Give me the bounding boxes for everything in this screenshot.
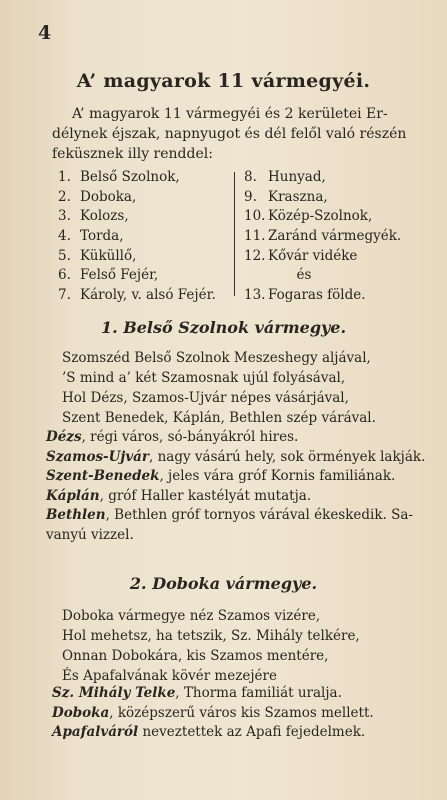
place-name: Sz. Mihály Telke (52, 685, 176, 701)
list-item (244, 286, 424, 306)
place-name: Káplán (46, 487, 100, 504)
place-entries (46, 428, 426, 545)
place-description: , Bethlen gróf tornyos várával ékeskedik. Sa-vanyú vizzel. (46, 507, 413, 543)
list-number: 7. (58, 287, 71, 304)
list-item (58, 168, 230, 188)
list-number: 5. (58, 247, 71, 264)
column-divider (234, 172, 235, 296)
place-description: , nagy vásárú hely, sok örmények lakják. (149, 448, 426, 465)
poem-stanza (62, 606, 422, 686)
place-entry (46, 487, 426, 507)
list-name: Közép-Szolnok, (268, 208, 373, 225)
place-entries (52, 684, 432, 743)
list-item (244, 266, 424, 286)
list-name: Küküllő, (80, 247, 137, 264)
list-number: 9. (244, 188, 257, 205)
page-title: A’ magyarok 11 vármegyéi. (76, 70, 371, 92)
place-entry (52, 723, 432, 743)
list-item (244, 247, 424, 267)
place-entry (52, 704, 432, 724)
place-name: Dézs (46, 429, 82, 445)
list-item (244, 207, 424, 227)
poem-line: Szent Benedek, Káplán, Bethlen szép várával. (62, 410, 376, 426)
poem-line: Onnan Dobokára, kis Szamos mentére, (62, 648, 329, 664)
poem-stanza (62, 348, 422, 428)
poem-line: És Apafalvának kövér mezejére (62, 668, 277, 684)
list-name: Hunyad, (268, 169, 326, 185)
poem-line: Hol Dézs, Szamos-Ujvár népes vásárjával, (62, 390, 349, 406)
list-number: 6. (58, 267, 71, 284)
place-name: Bethlen (46, 507, 106, 523)
county-list (58, 168, 424, 304)
list-number: 4. (58, 228, 71, 245)
poem-line: Szomszéd Belső Szolnok Meszeshegy aljával, (62, 350, 371, 366)
list-item (58, 188, 230, 208)
place-description: , jeles vára gróf Kornis familiának. (159, 468, 396, 484)
list-item (58, 227, 230, 247)
place-description: , középszerű város kis Szamos mellett. (109, 704, 374, 721)
place-entry (46, 506, 426, 545)
poem-line: Doboka vármegye néz Szamos vizére, (62, 608, 321, 624)
list-name: Zaránd vármegyék. (268, 228, 402, 245)
county-list-right (244, 168, 424, 306)
intro-line: feküsznek illy renddel: (52, 146, 213, 162)
list-item (244, 227, 424, 247)
place-name: Szamos-Ujvár (46, 448, 150, 465)
list-number: 2. (58, 188, 71, 205)
list-name: Károly, v. alsó Fejér. (80, 287, 216, 304)
list-number: 10. (244, 208, 266, 225)
list-item (58, 266, 230, 286)
section-heading: 2. Doboka vármegye. (129, 574, 318, 593)
place-entry (46, 467, 426, 487)
poem-line: ’S mind a’ két Szamosnak ujúl folyásával, (62, 370, 346, 386)
list-name: Belső Szolnok, (80, 169, 180, 185)
list-item (58, 247, 230, 267)
list-number: 12. (244, 247, 266, 264)
place-description: , régi város, só-bányákról hires. (81, 429, 299, 445)
list-name: Kraszna, (268, 188, 328, 205)
place-description: , Thorma familiát uralja. (175, 685, 342, 701)
poem-line: Hol mehetsz, ha tetszik, Sz. Mihály telkére, (62, 628, 360, 644)
section-heading: 1. Belső Szolnok vármegye. (100, 318, 347, 337)
place-entry (46, 448, 426, 468)
list-number: 1. (58, 169, 71, 185)
list-name: Torda, (80, 228, 124, 245)
list-name: Doboka, (80, 188, 137, 205)
list-number: 3. (58, 208, 71, 225)
intro-paragraph (52, 104, 424, 164)
list-name: Kolozs, (80, 208, 129, 225)
list-item (244, 168, 424, 188)
place-description: , gróf Haller kastélyát mutatja. (99, 487, 312, 504)
list-item (58, 286, 230, 306)
place-description: neveztettek az Apafi fejedelmek. (138, 724, 366, 740)
list-item (244, 188, 424, 208)
intro-line: A’ magyarok 11 vármegyéi és 2 kerületei Er- (72, 106, 388, 122)
list-number: 8. (244, 169, 257, 185)
list-number: 11. (244, 228, 266, 245)
list-number: 13. (244, 287, 266, 304)
place-name: Szent-Benedek (46, 468, 160, 484)
place-entry (52, 684, 432, 704)
intro-line: délynek éjszak, napnyugot és dél felől való részén (52, 126, 407, 142)
list-name: Fogaras földe. (268, 287, 366, 304)
list-item (58, 207, 230, 227)
list-name: Kővár vidéke (268, 247, 358, 264)
place-entry (46, 428, 426, 448)
county-list-left (58, 168, 230, 306)
page-number: 4 (38, 22, 52, 44)
list-name: és (296, 267, 312, 284)
list-name: Felső Fejér, (80, 267, 159, 284)
place-name: Doboka (52, 704, 110, 721)
place-name: Apafalváról (52, 724, 139, 740)
